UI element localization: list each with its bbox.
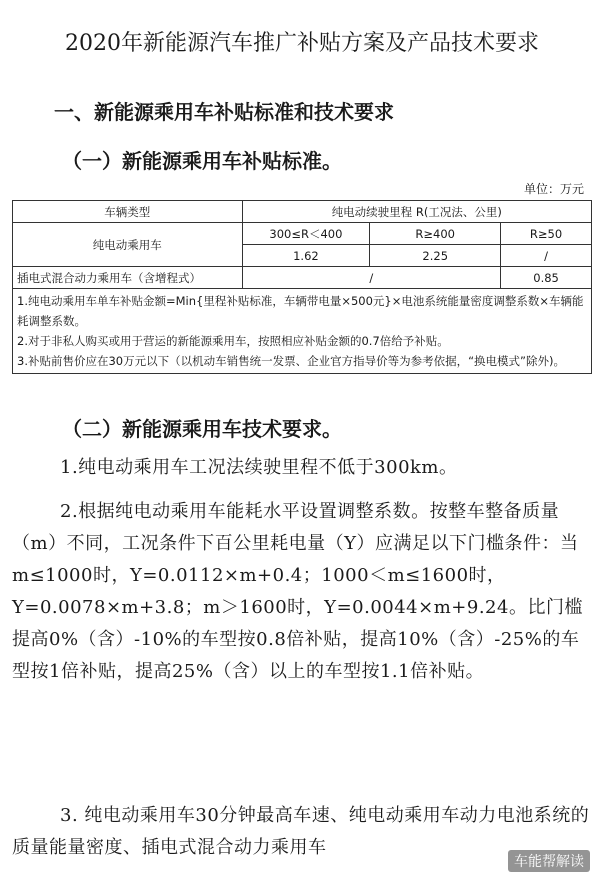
value-cell: / [242,267,501,289]
watermark: 车能帮解读 [508,850,590,872]
unit-label: 单位：万元 [523,182,584,196]
range-cell: 300≤R＜400 [242,223,370,245]
value-cell: 1.62 [242,245,370,267]
subsidy-table [12,200,592,374]
paragraph-speed-density: 3. 纯电动乘用车30分钟最高车速、纯电动乘用车动力电池系统的质量能量密度、插电式混合动力乘用车 [12,805,590,858]
row-label-bev: 纯电动乘用车 [13,223,243,267]
range-cell: R≥400 [370,223,501,245]
note-2: 2.对于非私人购买或用于营运的新能源乘用车，按照相应补贴金额的0.7倍给予补贴。 [17,334,449,348]
col-header-range: 纯电动续驶里程 R(工况法、公里) [242,201,591,223]
value-cell: 0.85 [501,267,592,289]
note-3: 3.补贴前售价应在30万元以下（以机动车销售统一发票、企业官方指导价等为参考依据，“换电模式”除外)。 [17,354,566,368]
paragraph-energy-consumption: 2.根据纯电动乘用车能耗水平设置调整系数。按整车整备质量（m）不同，工况条件下百公里耗电量（Y）应满足以下门槛条件：当m≤1000时，Y=0.0112×m+0.4；1000＜m≤1600时，Y=0.0078×m+3.8；m＞1600时，Y=0.0044×m+9.24。比门槛提高0%（含）-10%的车型按0.8倍补贴，提高10%（含）-25%的车型按1倍补贴，提高25%（含）以上的车型按1.1倍补贴。 [12,501,583,682]
col-header-vehicle-type: 车辆类型 [13,201,243,223]
table-header-row [13,201,592,223]
subsection-heading-subsidy-standard: （一）新能源乘用车补贴标准。 [62,149,342,173]
range-cell: R≥50 [501,223,592,245]
note-1: 1.纯电动乘用车单车补贴金额=Min{里程补贴标准，车辆带电量×500元}×电池系统能量密度调整系数×车辆能耗调整系数。 [17,294,584,328]
subsection-heading-tech-requirements: （二）新能源乘用车技术要求。 [62,417,342,441]
table-row [13,267,592,289]
document-title: 2020年新能源汽车推广补贴方案及产品技术要求 [65,31,539,56]
table-notes-row [13,289,592,374]
row-label-phev: 插电式混合动力乘用车（含增程式） [13,267,243,289]
value-cell: 2.25 [370,245,501,267]
section-heading: 一、新能源乘用车补贴标准和技术要求 [54,100,394,124]
paragraph-range-requirement: 1.纯电动乘用车工况法续驶里程不低于300km。 [60,457,458,478]
value-cell: / [501,245,592,267]
table-notes [13,289,592,374]
table-row [13,223,592,245]
